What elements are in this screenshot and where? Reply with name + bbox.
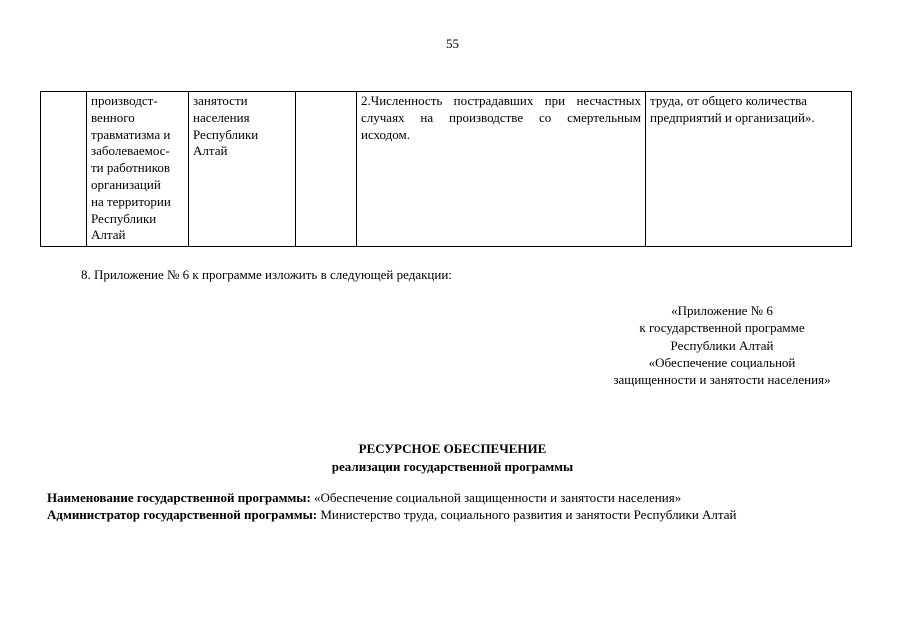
table-row: [41, 92, 852, 247]
cell-line: организаций: [91, 176, 161, 192]
cell-line: населения: [193, 109, 250, 125]
cell-line: на территории: [91, 193, 171, 209]
section-title: РЕСУРСНОЕ ОБЕСПЕЧЕНИЕ: [358, 441, 547, 456]
appendix-line: «Приложение № 6: [671, 303, 773, 318]
table-cell-metric: 2.Численность пострадавших при несчастных случаях на производстве со смертельным исходом.: [357, 92, 646, 247]
program-admin-label: Администратор государственной программы:: [47, 507, 318, 522]
appendix-header: [560, 302, 884, 388]
program-name-line: [47, 490, 681, 506]
cell-line: труда, от общего количества: [650, 93, 807, 108]
cell-line: Алтай: [193, 143, 228, 159]
page-number: 55: [446, 36, 459, 51]
continued-table: [40, 91, 852, 247]
appendix-line: Республики Алтай: [670, 337, 774, 353]
table-cell-blank: [296, 92, 357, 247]
cell-line: Республики: [193, 126, 259, 142]
paragraph-8: 8. Приложение № 6 к программе изложить в следующей редакции:: [81, 267, 452, 282]
table-cell-indicator: [87, 92, 189, 247]
cell-line: Республики: [91, 210, 157, 226]
program-admin-value: Министерство труда, социального развития и занятости Республики Алтай: [320, 507, 737, 522]
cell-line: ти работников: [91, 160, 170, 176]
cell-line: занятости: [193, 93, 248, 108]
table-cell-method: [646, 92, 852, 247]
appendix-line: защищенности и занятости населения»: [613, 372, 831, 388]
cell-line: производст-: [91, 93, 158, 108]
program-admin-line: [47, 507, 736, 523]
cell-line: венного: [91, 109, 135, 125]
cell-line: травматизма и: [91, 126, 171, 142]
program-name-label: Наименование государственной программы:: [47, 490, 311, 505]
section-subtitle: реализации государственной программы: [331, 459, 574, 474]
appendix-line: «Обеспечение социальной: [648, 354, 796, 370]
cell-line: предприятий и организаций».: [650, 109, 815, 125]
table-cell-empty: [41, 92, 87, 247]
cell-line: Алтай: [91, 227, 126, 243]
program-name-value: «Обеспечение социальной защищенности и занятости населения»: [314, 490, 682, 505]
appendix-line: к государственной программе: [639, 320, 805, 336]
table-cell-responsible: [189, 92, 296, 247]
cell-line: заболеваемос-: [91, 143, 170, 159]
